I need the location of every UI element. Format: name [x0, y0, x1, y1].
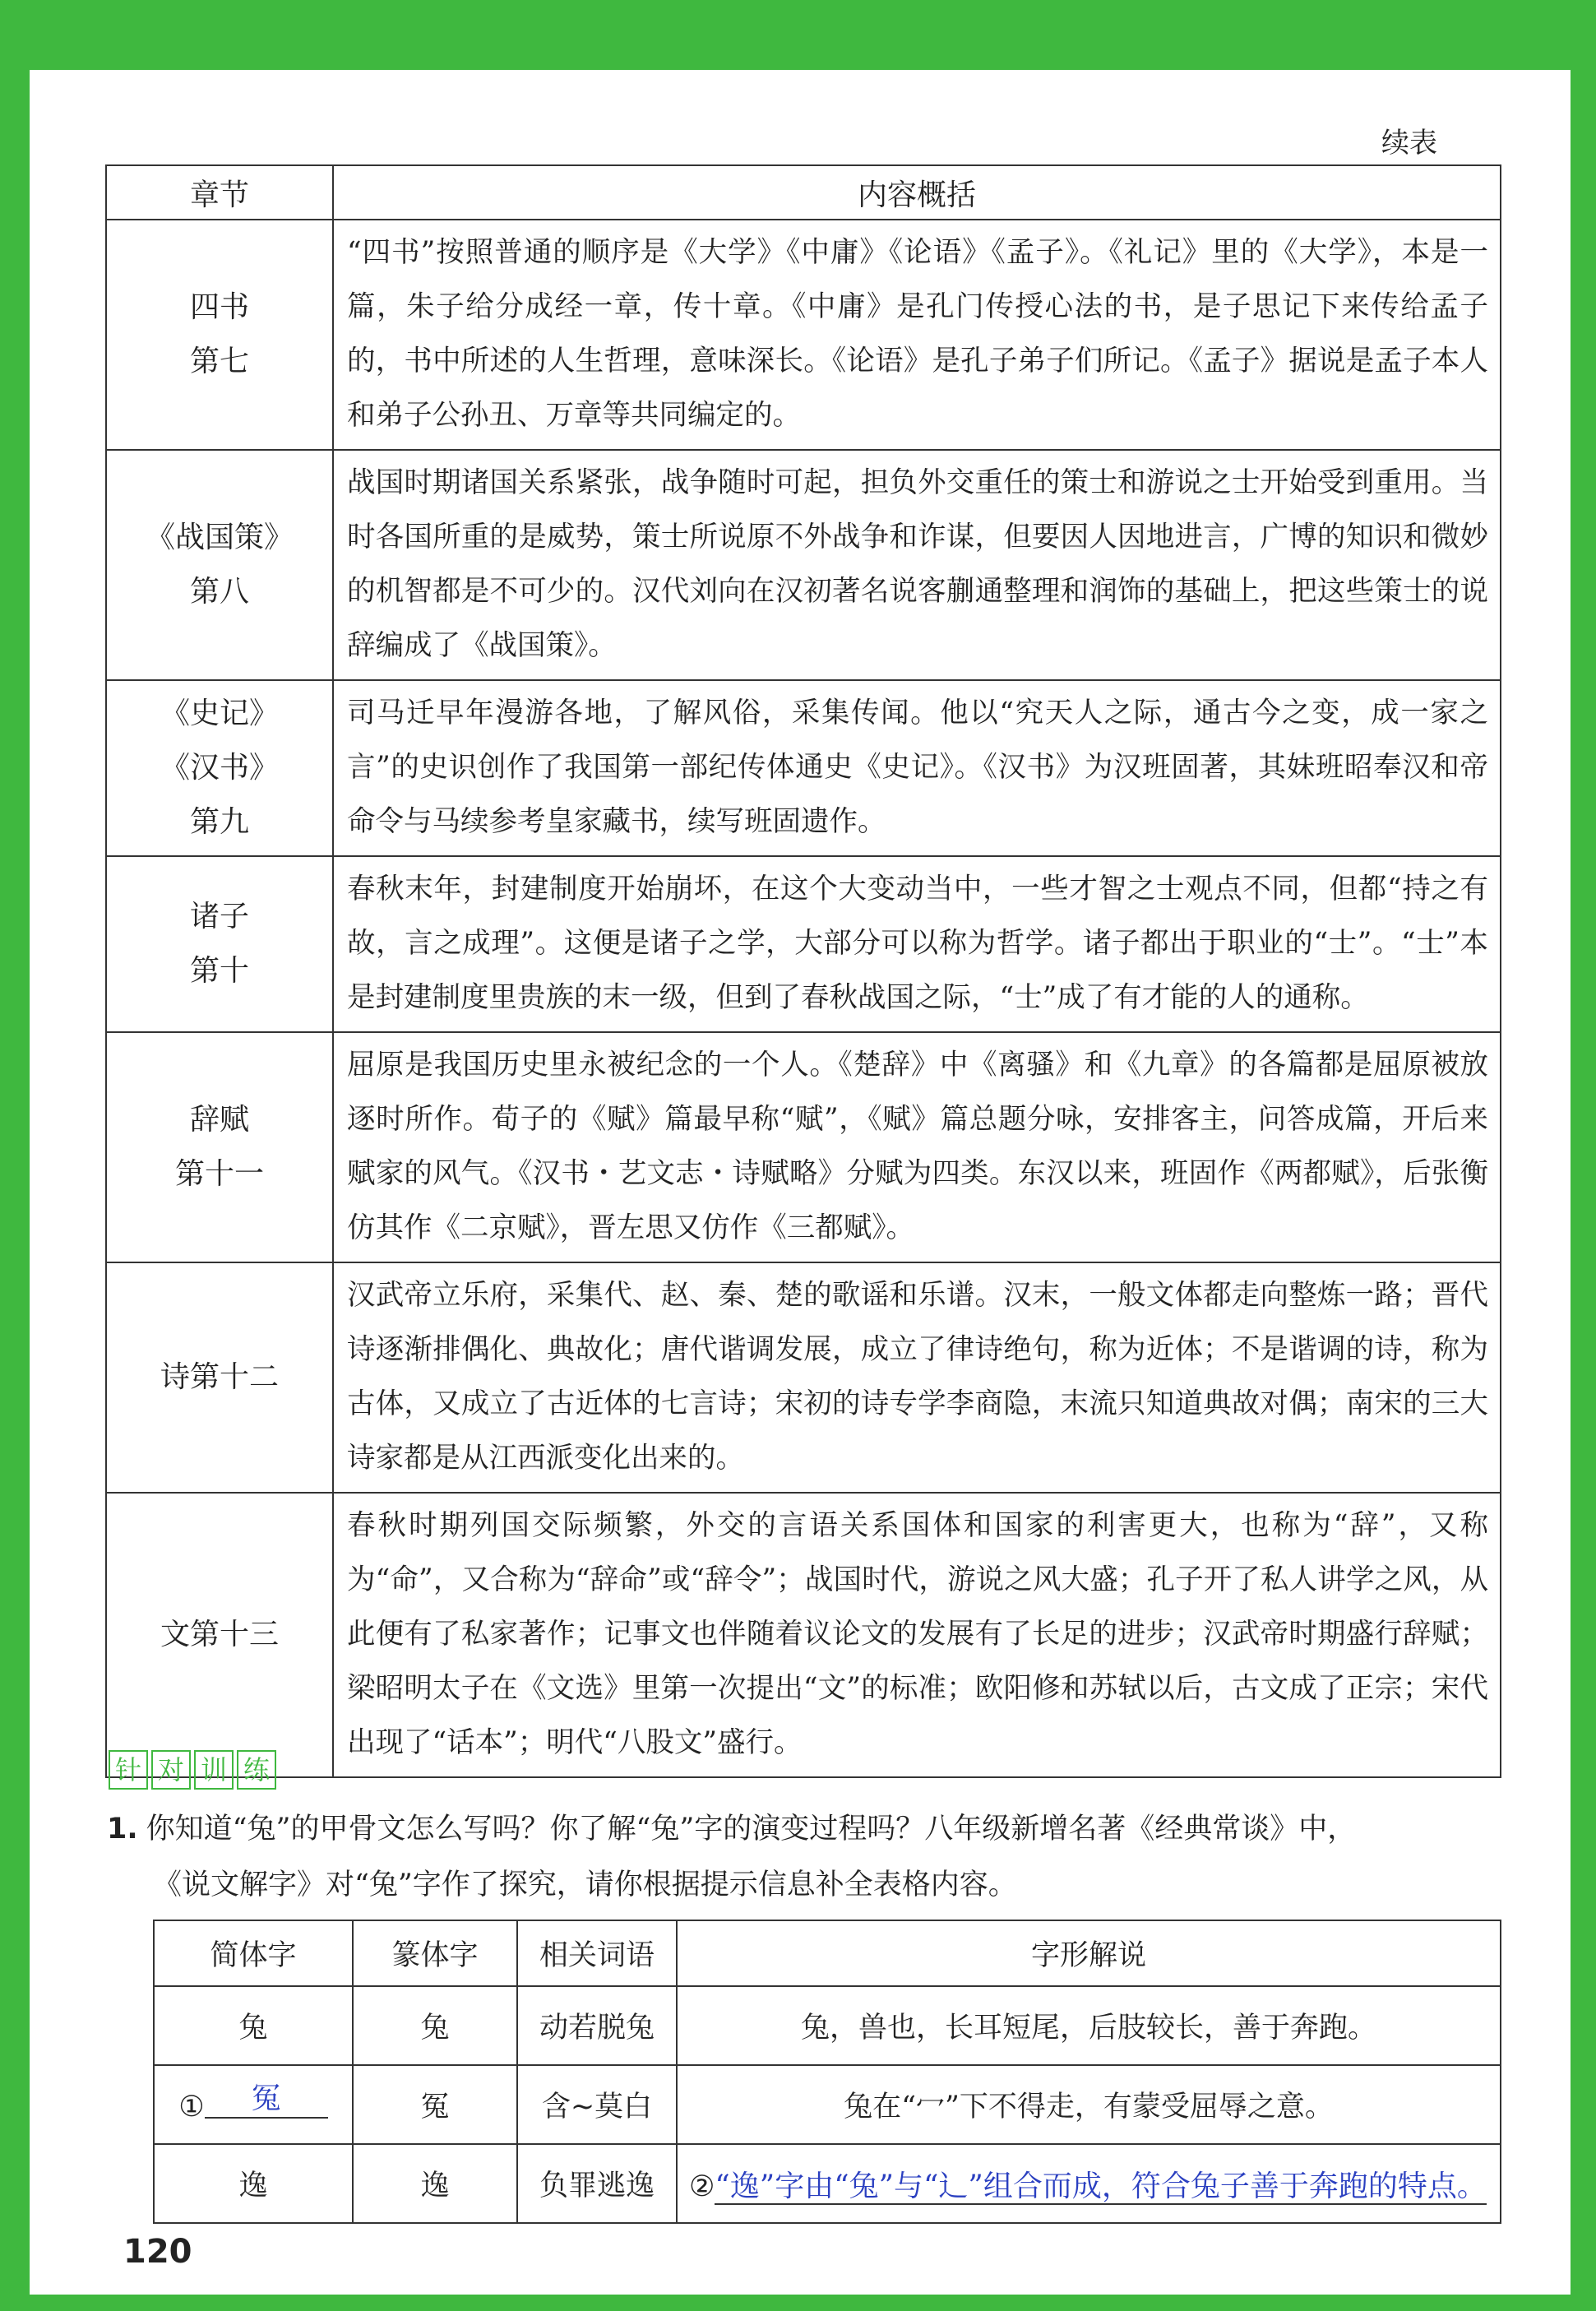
chapter-summary-table: [105, 164, 1501, 1778]
content-cell: 春秋末年，封建制度开始崩坏，在这个大变动当中，一些才智之士观点不同，但都“持之有故，言之成理”。这便是诸子之学，大部分可以称为哲学。诸子都出于职业的“士”。“士”本是封建制度里贵族的末一级，但到了春秋战国之际，“士”成了有才能的人的通称。: [333, 856, 1501, 1032]
chapter-cell: 文第十三: [106, 1493, 333, 1777]
header-phrase: 相关词语: [517, 1920, 677, 1986]
table-row: [154, 2065, 1501, 2144]
header-seal: 篆体字: [353, 1920, 517, 1986]
page-frame-top: [0, 0, 1596, 70]
phrase-cell: 动若脱兔: [517, 1986, 677, 2065]
simplified-cell: 兔: [154, 1986, 353, 2065]
explain-cell: [677, 2144, 1501, 2223]
table-header-row: [154, 1920, 1501, 1986]
simplified-cell: 逸: [154, 2144, 353, 2223]
explain-cell: 兔在“冖”下不得走，有蒙受屈辱之意。: [677, 2065, 1501, 2144]
header-chapter: 章节: [106, 165, 333, 220]
page-number: 120: [123, 2233, 192, 2271]
chapter-cell: 《战国策》 第八: [106, 450, 333, 680]
content-cell: 司马迁早年漫游各地，了解风俗，采集传闻。他以“究天人之际，通古今之变，成一家之言”的史识创作了我国第一部纪传体通史《史记》。《汉书》为汉班固著，其妹班昭奉汉和帝命令与马续参考皇家藏书，续写班固遗作。: [333, 680, 1501, 856]
content-cell: “四书”按照普通的顺序是《大学》《中庸》《论语》《孟子》。《礼记》里的《大学》，本是一篇，朱子给分成经一章，传十章。《中庸》是孔门传授心法的书，是子思记下来传给孟子的，书中所述的人生哲理，意味深长。《论语》是孔子弟子们所记。《孟子》据说是孟子本人和弟子公孙丑、万章等共同编定的。: [333, 220, 1501, 450]
chapter-cell: 辞赋 第十一: [106, 1032, 333, 1262]
table-row: [154, 2144, 1501, 2223]
phrase-cell: 负罪逃逸: [517, 2144, 677, 2223]
table-row: [106, 220, 1501, 450]
header-content: 内容概括: [333, 165, 1501, 220]
practice-char: 对: [151, 1750, 191, 1790]
seal-script-cell: 逸: [353, 2144, 517, 2223]
simplified-cell: [154, 2065, 353, 2144]
rabbit-character-table: [153, 1920, 1501, 2224]
question-line-2: 《说文解字》对“兔”字作了探究，请你根据提示信息补全表格内容。: [153, 1869, 1017, 1901]
table-row: [106, 1032, 1501, 1262]
answer-blank-1[interactable]: 冤: [205, 2075, 328, 2119]
table-row: [106, 680, 1501, 856]
question-1: [107, 1801, 1505, 1913]
seal-script-cell: 冤: [353, 2065, 517, 2144]
phrase-cell: 含~莫白: [517, 2065, 677, 2144]
practice-section-label: [109, 1750, 276, 1790]
seal-script-cell: 兔: [353, 1986, 517, 2065]
page-frame-left: [0, 0, 30, 2311]
table-header-row: [106, 165, 1501, 220]
table-row: [154, 1986, 1501, 2065]
chapter-cell: 《史记》 《汉书》 第九: [106, 680, 333, 856]
content-cell: 战国时期诸国关系紧张，战争随时可起，担负外交重任的策士和游说之士开始受到重用。当时各国所重的是威势，策士所说原不外战争和诈谋，但要因人因地进言，广博的知识和微妙的机智都是不可少的。汉代刘向在汉初著名说客蒯通整理和润饰的基础上，把这些策士的说辞编成了《战国策》。: [333, 450, 1501, 680]
practice-char: 针: [109, 1750, 148, 1790]
blank-marker: ②: [689, 2170, 715, 2203]
practice-char: 训: [194, 1750, 234, 1790]
continued-label: 续表: [1381, 127, 1437, 160]
content-cell: 春秋时期列国交际频繁，外交的言语关系国体和国家的利害更大，也称为“辞”，又称为“命”，又合称为“辞命”或“辞令”；战国时代，游说之风大盛；孔子开了私人讲学之风，从此便有了私家著作；记事文也伴随着议论文的发展有了长足的进步；汉武帝时期盛行辞赋；梁昭明太子在《文选》里第一次提出“文”的标准；欧阳修和苏轼以后，古文成了正宗；宋代出现了“话本”；明代“八股文”盛行。: [333, 1493, 1501, 1777]
table-row: [106, 450, 1501, 680]
header-explain: 字形解说: [677, 1920, 1501, 1986]
table-row: [106, 856, 1501, 1032]
content-cell: 汉武帝立乐府，采集代、赵、秦、楚的歌谣和乐谱。汉末，一般文体都走向整炼一路；晋代诗逐渐排偶化、典故化；唐代谐调发展，成立了律诗绝句，称为近体；不是谐调的诗，称为古体，又成立了古近体的七言诗；宋初的诗专学李商隐，末流只知道典故对偶；南宋的三大诗家都是从江西派变化出来的。: [333, 1262, 1501, 1493]
header-simplified: 简体字: [154, 1920, 353, 1986]
question-line-1: 1. 你知道“兔”的甲骨文怎么写吗？你了解“兔”字的演变过程吗？八年级新增名著《经典常谈》中，: [107, 1813, 1357, 1846]
page-frame-right: [1571, 0, 1596, 2311]
chapter-cell: 诗第十二: [106, 1262, 333, 1493]
question-number: 1.: [107, 1813, 138, 1846]
explain-cell: 兔，兽也，长耳短尾，后肢较长，善于奔跑。: [677, 1986, 1501, 2065]
table-row: [106, 1262, 1501, 1493]
blank-marker: ①: [178, 2090, 205, 2123]
answer-blank-2[interactable]: “逸”字由“兔”与“辶”组合而成，符合兔子善于奔跑的特点。: [715, 2169, 1487, 2203]
chapter-cell: 诸子 第十: [106, 856, 333, 1032]
chapter-cell: 四书 第七: [106, 220, 333, 450]
practice-char: 练: [237, 1750, 276, 1790]
page-frame-bottom: [0, 2295, 1596, 2311]
content-cell: 屈原是我国历史里永被纪念的一个人。《楚辞》中《离骚》和《九章》的各篇都是屈原被放逐时所作。荀子的《赋》篇最早称“赋”，《赋》篇总题分咏，安排客主，问答成篇，开后来赋家的风气。《汉书・艺文志・诗赋略》分赋为四类。东汉以来，班固作《两都赋》，后张衡仿其作《二京赋》，晋左思又仿作《三都赋》。: [333, 1032, 1501, 1262]
table-row: [106, 1493, 1501, 1777]
